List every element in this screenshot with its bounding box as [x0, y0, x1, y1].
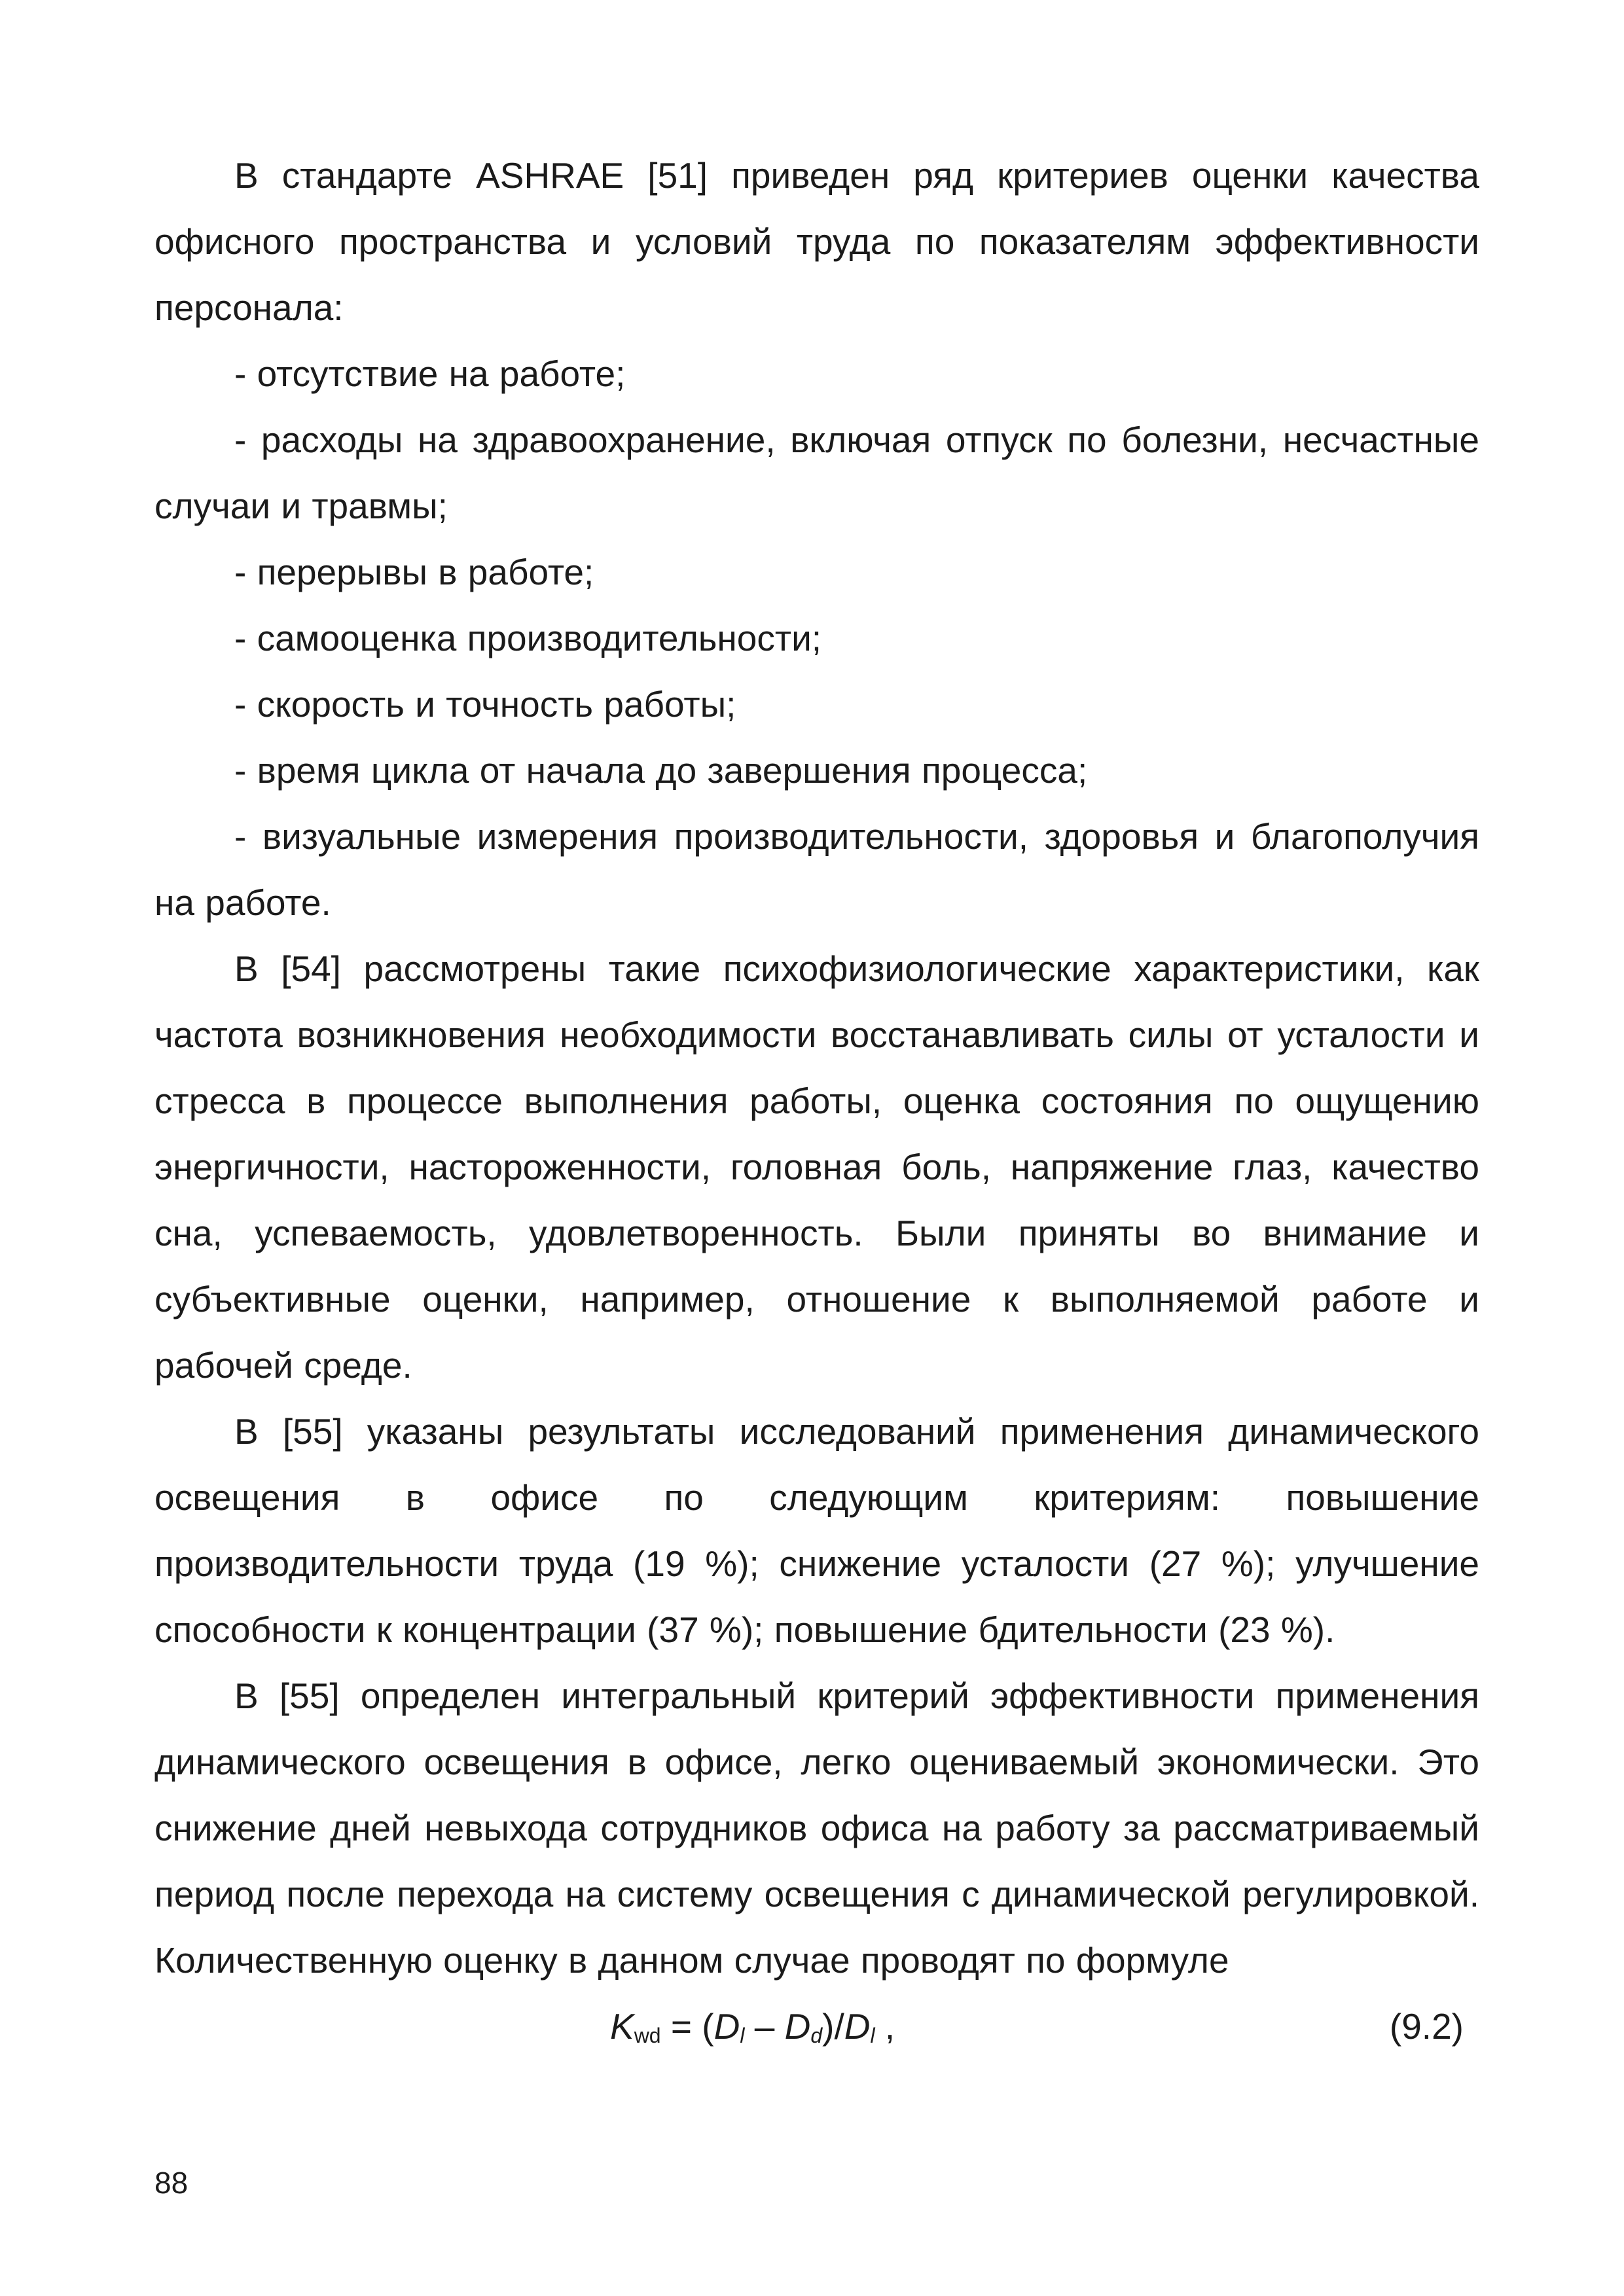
formula-line: [154, 1994, 1479, 2060]
paragraph-ashrae-intro: В стандарте ASHRAE [51] приведен ряд критериев оценки качества офисного пространства и условий труда по показателям эффективности персонала:: [154, 155, 1479, 328]
list-item-work-breaks: - перерывы в работе;: [234, 552, 594, 592]
formula-d1: D: [713, 2006, 740, 2047]
formula-d2: D: [784, 2006, 811, 2047]
formula-d3-subscript: l: [870, 2024, 875, 2047]
page-number: 88: [154, 2166, 189, 2200]
formula-kwd: [610, 1994, 895, 2060]
equation-number: (9.2): [1389, 2006, 1464, 2047]
formula-k-subscript: wd: [634, 2024, 661, 2047]
formula-d2-subscript: d: [810, 2024, 823, 2047]
formula-k: K: [610, 2006, 634, 2047]
list-item-absence: - отсутствие на работе;: [234, 353, 626, 394]
list-item-healthcare-costs: - расходы на здравоохранение, включая отпуск по болезни, несчастные случаи и травмы;: [154, 420, 1479, 526]
paragraph-psychophysiological: В [54] рассмотрены такие психофизиологические характеристики, как частота возникновения необходимости восстанавливать силы от усталости и стресса в процессе выполнения работы, оценка состояния по ощущению энергичности, настороженности, головная боль, напряжение глаз, качество сна, успеваемость, удовлетворенность. Были приняты во внимание и субъективные оценки, например, отношение к выполняемой работе и рабочей среде.: [154, 948, 1479, 1386]
formula-d1-subscript: l: [740, 2024, 745, 2047]
formula-equals-open: = (: [660, 2006, 714, 2047]
list-item-cycle-time: - время цикла от начала до завершения процесса;: [234, 750, 1088, 791]
list-item-speed-accuracy: - скорость и точность работы;: [234, 684, 736, 725]
list-item-visual-measurements: - визуальные измерения производительности, здоровья и благополучия на работе.: [154, 816, 1479, 923]
paragraph-integral-criterion: В [55] определен интегральный критерий эффективности применения динамического освещения в офисе, легко оцениваемый экономически. Это снижение дней невыхода сотрудников офиса на работу за рассматриваемый период после перехода на систему освещения с динамической регулировкой. Количественную оценку в данном случае проводят по формуле: [154, 1676, 1479, 1981]
formula-minus: –: [744, 2006, 785, 2047]
formula-d3: D: [844, 2006, 871, 2047]
formula-trail: ,: [875, 2006, 895, 2047]
list-item-self-assessment: - самооценка производительности;: [234, 618, 822, 658]
paragraph-dynamic-lighting-results: В [55] указаны результаты исследований применения динамического освещения в офисе по следующим критериям: повышение производительности труда (19 %); снижение усталости (27 %); улучшение способности к концентрации (37 %); повышение бдительности (23 %).: [154, 1411, 1479, 1650]
page-body: [154, 143, 1479, 2060]
formula-close-div: )/: [822, 2006, 844, 2047]
